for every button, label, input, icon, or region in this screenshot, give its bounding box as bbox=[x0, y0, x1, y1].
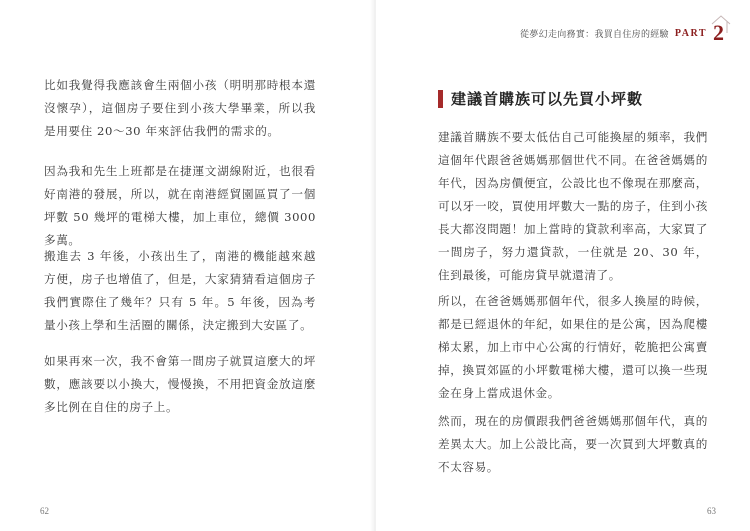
left-page-number: 62 bbox=[40, 506, 49, 516]
right-paragraph-1: 建議首購族不要太低估自己可能換屋的頻率，我們這個年代跟爸爸媽媽那個世代不同。在爸爸媽媽的年代，因為房價便宜，公設比也不像現在那麼高，可以牙一咬，買使用坪數大一點的房子，住到小孩長大都沒問題！加上當時的貸款利率高，大家買了一間房子，努力還貸款，一住就是 20、30 年，住到最後，可能房貸早就還清了。 bbox=[438, 130, 708, 282]
left-paragraph-3: 搬進去 3 年後，小孩出生了，南港的機能越來越方便，房子也增值了，但是，大家猜猜看這個房子我們實際住了幾年？只有 5 年。5 年後，因為考量小孩上學和生活圈的關係，決定搬到大安區了。 bbox=[44, 249, 316, 332]
part-label: PART bbox=[674, 27, 707, 39]
left-paragraph-2: 因為我和先生上班都是在捷運文湖線附近，也很看好南港的發展，所以，就在南港經貿園區買了一個坪數 50 幾坪的電梯大樓，加上車位，總價 3000 多萬。 bbox=[44, 164, 316, 247]
right-page bbox=[376, 0, 750, 531]
part-number: 2 bbox=[713, 20, 724, 45]
section-bar-marker bbox=[438, 90, 443, 108]
section-heading bbox=[438, 88, 643, 109]
right-page-number: 63 bbox=[707, 506, 716, 516]
right-paragraph-2: 所以，在爸爸媽媽那個年代，很多人換屋的時候，都是已經退休的年紀，如果住的是公寓，因為爬樓梯太累，加上市中心公寓的行情好，乾脆把公寓賣掉，換買郊區的小坪數電梯大樓，還可以換一些現金在身上當成退休金。 bbox=[438, 294, 708, 400]
running-header-title: 從夢幻走向務實：我買自住房的經驗 bbox=[520, 29, 669, 40]
running-header bbox=[520, 22, 724, 44]
left-paragraph-1: 比如我覺得我應該會生兩個小孩（明明那時根本還沒懷孕），這個房子要住到小孩大學畢業，所以我是用要住 20～30 年來評估我們的需求的。 bbox=[44, 78, 316, 138]
left-paragraph-4: 如果再來一次，我不會第一間房子就買這麼大的坪數，應該要以小換大，慢慢換，不用把資金放這麼多比例在自住的房子上。 bbox=[44, 354, 316, 414]
section-title: 建議首購族可以先買小坪數 bbox=[451, 90, 644, 108]
right-paragraph-3: 然而，現在的房價跟我們爸爸媽媽那個年代，真的差異太大。加上公設比高，要一次買到大坪數真的不太容易。 bbox=[438, 414, 708, 474]
left-page bbox=[0, 0, 374, 531]
house-outline-icon bbox=[710, 14, 732, 34]
